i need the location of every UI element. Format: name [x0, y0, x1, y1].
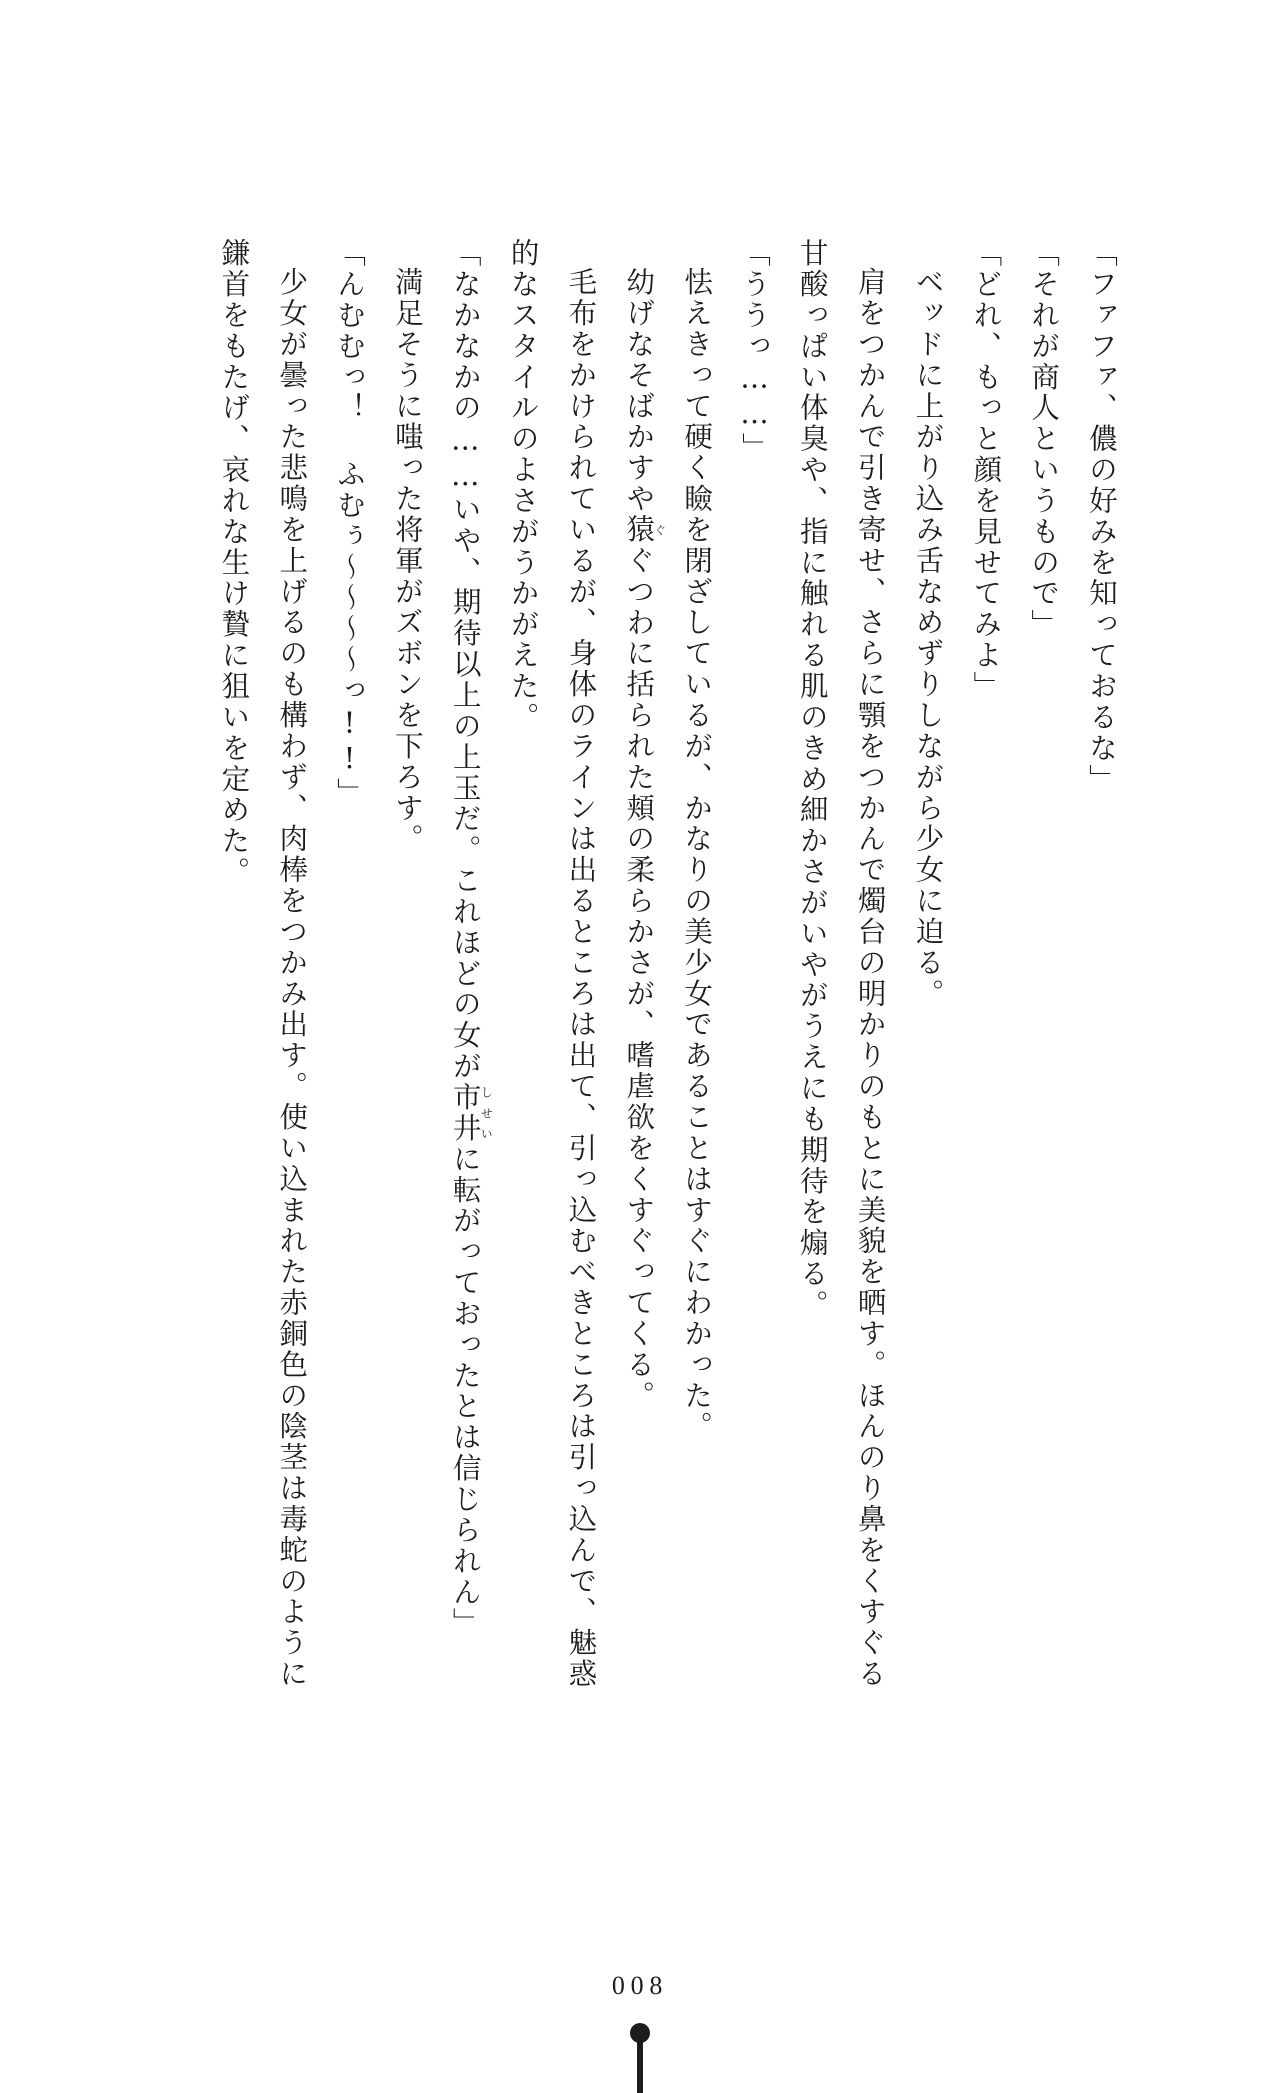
paragraph-4: ベッドに上がり込み舌なめずりしながら少女に迫る。: [911, 266, 945, 1009]
spine-line-mark: [637, 2037, 643, 2093]
paragraph-3: 「どれ、もっと顔を見せてみよ」: [969, 238, 1003, 702]
paragraph-13: 少女が曇った悲鳴を上げるのも構わず、肉棒をつかみ出す。使い込まれた赤銅色の陰茎は毒蛇のように鎌首をもたげ、哀れな生け贄に狙いを定めた。: [217, 238, 309, 1689]
vertical-text-body: [170, 238, 1130, 1718]
paragraph-5: 肩をつかんで引き寄せ、さらに顎をつかんで燭台の明かりのもとに美貌を晒す。ほんのり鼻をくすぐる甘酸っぱい体臭や、指に触れる肌のきめ細かさがいやがうえにも期待を煽る。: [795, 238, 887, 1689]
paragraph-11: 満足そうに嗤った将軍がズボンを下ろす。: [390, 266, 424, 855]
paragraph-2: 「それが商人というもので」: [1027, 238, 1061, 640]
paragraph-12: 「んむむっ！ ふむぅ～～～～っ!!」: [333, 238, 367, 809]
paragraph-8: 幼げなそばかすや猿ぐぐつわに括られた頬の柔らかさが、嗜虐欲をくすぐってくる。: [622, 266, 667, 1411]
paragraph-1: 「ファファ、儂の好みを知っておるな」: [1085, 238, 1118, 795]
page-number: 008: [611, 1971, 669, 2000]
paragraph-10: 「なかなかの……いや、期待以上の上玉だ。これほどの女が市井しせいに転がっておったとは信じられん」: [448, 238, 494, 1639]
paragraph-7: 怯えきって硬く瞼を閉ざしているが、かなりの美少女であることはすぐにわかった。: [680, 266, 714, 1442]
paragraph-6: 「ううっ……」: [737, 238, 771, 464]
paragraph-9: 毛布をかけられているが、身体のラインは出るところは出て、引っ込むべきところは引っ込んで、魅惑的なスタイルのよさがうかがえた。: [506, 238, 598, 1689]
